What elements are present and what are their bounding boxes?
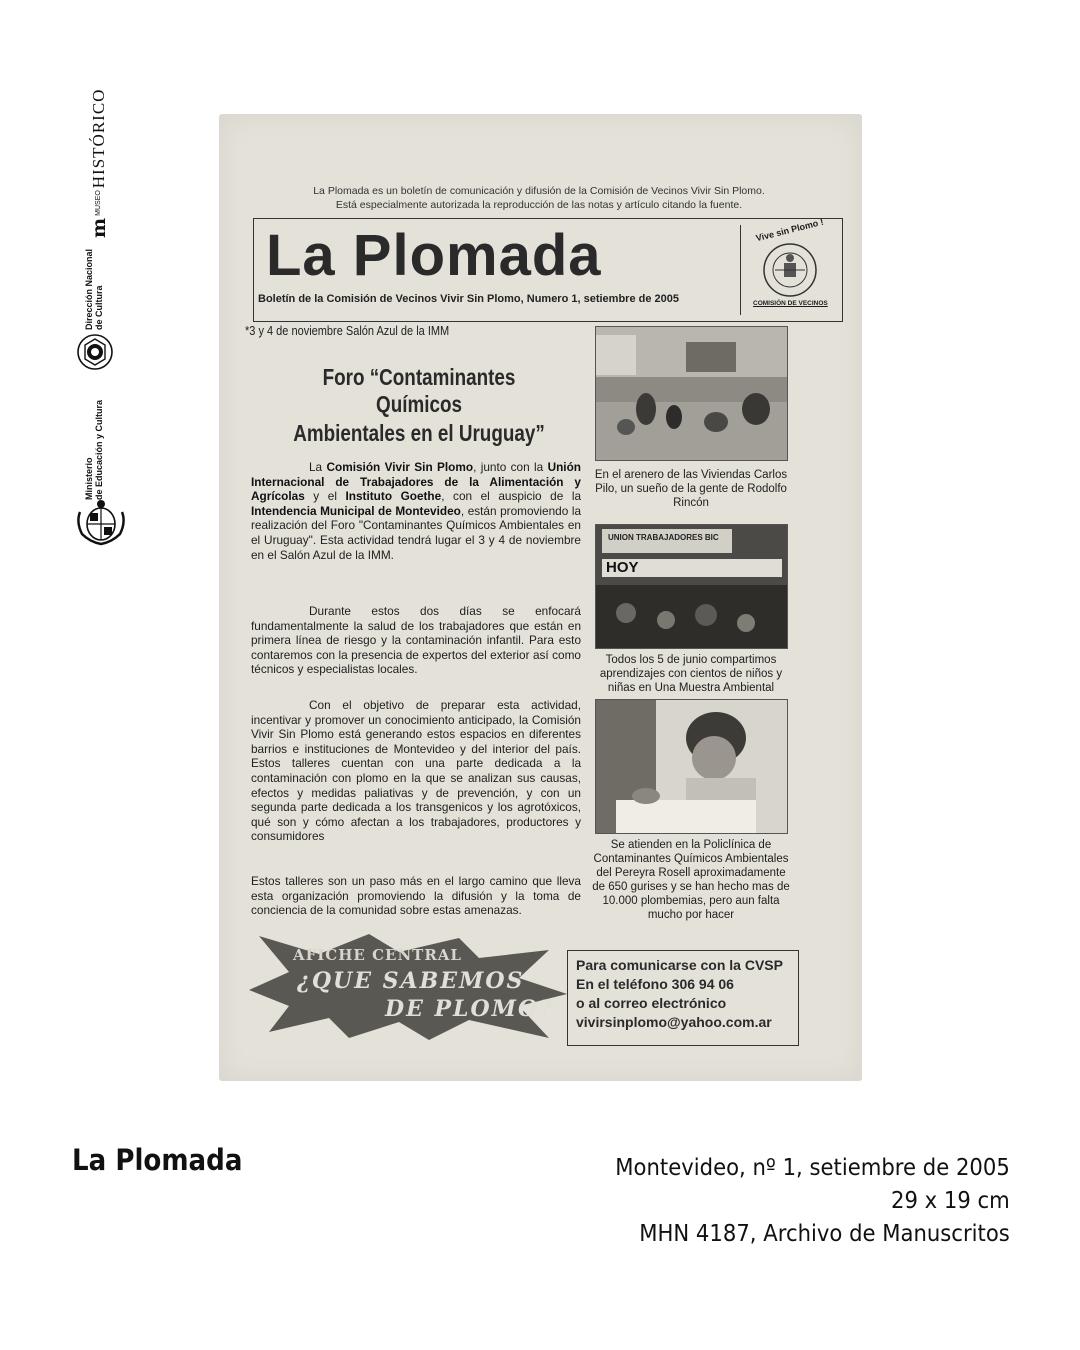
- headline-line-1: Foro “Contaminantes Químicos: [322, 364, 516, 417]
- p1-bold-intendencia: Intendencia Municipal de Montevideo: [251, 503, 461, 518]
- museo-historico-logo: [88, 89, 110, 238]
- photo-muestra-image: [596, 525, 788, 649]
- photo2-banner-text: UNION TRABAJADORES BIC: [608, 533, 719, 542]
- p1-bold-comision: Comisión Vivir Sin Plomo: [326, 460, 474, 474]
- intro-line-2: Está especialmente autorizada la reproducción de las notas y artículo citando la fuente.: [335, 199, 743, 211]
- uruguay-shield-icon: [72, 498, 130, 546]
- photo-policlinica-image: [596, 700, 788, 834]
- seal-bottom-text: COMISIÓN DE VECINOS: [753, 300, 828, 307]
- photo2-sign-text: HOY: [606, 559, 639, 576]
- caption-policlinica: Se atienden en la Policlínica de Contaminantes Químicos Ambientales del Pereyra Rosell aproximadamente de 650 gurises y se han hecho mas de 10.000 plombemias, pero aun falta mucho por hacer: [592, 839, 790, 921]
- p1-bold-union: Unión Internacional de Trabajadores de la Alimentación y Agrícolas: [251, 460, 581, 504]
- photo-arenero-image: [596, 327, 788, 461]
- item-place-date: Montevideo, nº 1, setiembre de 2005: [615, 1155, 1010, 1181]
- ministerio-line-1: Ministerio: [84, 457, 94, 500]
- ministerio-logo: [84, 400, 104, 500]
- headline-line-2: Ambientales en el Uruguay”: [293, 420, 545, 446]
- masthead-subtitle: Boletín de la Comisión de Vecinos Vivir Sin Plomo, Numero 1, setiembre de 2005: [258, 293, 679, 305]
- vive-sin-plomo-seal: [740, 216, 835, 315]
- photo-muestra-ambiental: [595, 524, 788, 649]
- masthead: [253, 218, 843, 322]
- museo-small-label: MUSEO: [95, 190, 102, 216]
- masthead-title: La Plomada: [266, 223, 602, 288]
- p1-text-a: La: [309, 460, 327, 474]
- afiche-central-starburst: [249, 932, 569, 1042]
- seal-emblem-icon: [761, 241, 819, 299]
- paragraph-3: Con el objetivo de preparar esta actividad, incentivar y promover un conocimiento anticipado, la Comisión Vivir Sin Plomo está generando estos espacios en diferentes barrios e instituciones de Montevideo y del interior del país. Estos talleres cuentan con una parte dedicada a la contaminación con plomo en la que se analizan sus causas, efectos y medidas paliativas y de prevención, y con un segunda parte dedicada a los transgenicos y los agrotóxicos, qué son y cómo afectan a los trabajadores, productores y consumidores: [251, 698, 581, 844]
- afiche-line-3: DE PLOMO?: [385, 996, 555, 1022]
- p1-text-e: y el: [304, 489, 346, 504]
- intro-text: [249, 184, 829, 212]
- ministerio-line-2: de Educación y Cultura: [94, 399, 104, 500]
- item-metadata: [616, 1152, 1010, 1251]
- item-reference: MHN 4187, Archivo de Manuscritos: [639, 1221, 1010, 1247]
- direccion-line-2: de Cultura: [94, 285, 104, 330]
- intro-line-1: La Plomada es un boletín de comunicación y difusión de la Comisión de Vecinos Vivir Sin Plomo.: [313, 185, 765, 197]
- museo-big-label: HISTÓRICO: [89, 88, 108, 189]
- item-title: La Plomada: [72, 1143, 243, 1177]
- contact-line-1: Para comunicarse con la CVSP: [576, 957, 783, 973]
- direccion-cultura-icon: [76, 333, 114, 371]
- photo-policlinica: [595, 699, 788, 834]
- direccion-line-1: Dirección Nacional: [84, 248, 94, 330]
- contact-email: vivirsinplomo@yahoo.com.ar: [576, 1014, 772, 1030]
- direccion-cultura-logo: [84, 249, 104, 330]
- afiche-line-2: ¿QUE SABEMOS: [297, 968, 525, 994]
- p1-text-g: , con el auspicio de la: [441, 489, 582, 504]
- contact-line-2: En el teléfono 306 94 06: [576, 976, 734, 992]
- paragraph-4: Estos talleres son un paso más en el largo camino que lleva esta organización promoviendo la difusión y la toma de conciencia de la comunidad sobre estas amenazas.: [251, 874, 581, 918]
- seal-top-text: Vive sin Plomo !: [754, 216, 825, 244]
- caption-arenero: En el arenero de las Viviendas Carlos Pilo, un sueño de la gente de Rodolfo Rincón: [594, 469, 788, 509]
- p1-text-c: , junto con la: [473, 460, 548, 474]
- contact-line-3: o al correo electrónico: [576, 995, 727, 1011]
- item-dimensions: 29 x 19 cm: [891, 1188, 1010, 1214]
- p1-text-i: , están promoviendo la realización del Foro "Contaminantes Químicos Ambientales en el Uruguay". Esta actividad tendrá lugar el 3 y 4 de noviembre en el Salón Azul de la IMM.: [251, 503, 581, 562]
- museo-mark: m: [88, 218, 110, 238]
- contact-box: [567, 950, 799, 1046]
- paragraph-1: [251, 460, 581, 562]
- afiche-line-1: AFICHE CENTRAL: [293, 946, 462, 964]
- paragraph-2: Durante estos dos días se enfocará fundamentalmente la salud de los trabajadores que están en primera línea de riesgo y la contaminación infantil. Para esto contaremos con la presencia de expertos del exterior así como técnicos y especialistas locales.: [251, 604, 581, 677]
- event-date-line: *3 y 4 de noviembre Salón Azul de la IMM: [245, 324, 450, 338]
- photo-arenero: [595, 326, 788, 461]
- newspaper-scan: [219, 114, 862, 1081]
- p1-bold-goethe: Instituto Goethe: [345, 489, 442, 504]
- caption-muestra: Todos los 5 de junio compartimos aprendizajes con cientos de niños y niñas en Una Muestra Ambiental: [599, 654, 783, 694]
